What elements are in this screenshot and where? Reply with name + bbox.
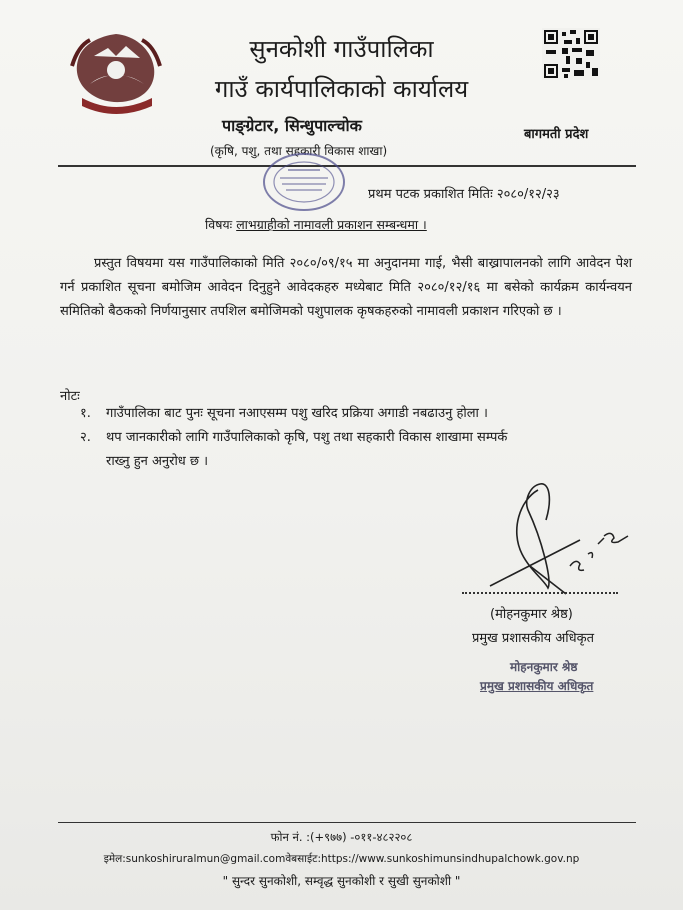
note-number: १. — [80, 406, 91, 421]
notes-label: नोटः — [60, 389, 80, 404]
title-stamp: प्रमुख प्रशासकीय अधिकृत — [480, 679, 594, 693]
footer-phone: फोन नं. :(+९७७) -०११-४८२२०८ — [270, 830, 413, 844]
subject-label: विषयः — [205, 217, 233, 232]
note-item — [80, 402, 488, 426]
email-label: इमेल: — [103, 853, 126, 865]
section-name: (कृषि, पशु, तथा सहकारी विकास शाखा) — [210, 144, 388, 158]
note-text-continued: राख्नु हुन अनुरोध छ । — [106, 454, 209, 469]
footer-contact — [0, 852, 683, 866]
publication-date: प्रथम पटक प्रकाशित मितिः २०८०/१२/२३ — [368, 187, 560, 202]
handwritten-signature — [470, 470, 650, 610]
note-text: गाउँपालिका बाट पुनः सूचना नआएसम्म पशु खरिद प्रक्रिया अगाडी नबढाउनु होला । — [106, 406, 488, 421]
office-name: गाउँ कार्यपालिकाको कार्यालय — [214, 75, 469, 103]
subject-text: लाभग्राहीको नामावली प्रकाशन सम्बन्धमा । — [236, 217, 427, 232]
website-link[interactable]: https://www.sunkoshimunsindhupalchowk.gov.np — [320, 853, 580, 865]
org-name: सुनकोशी गाउँपालिका — [249, 35, 434, 63]
province-name: बागमती प्रदेश — [524, 127, 589, 142]
subject-line — [205, 216, 427, 233]
office-stamp — [258, 150, 350, 214]
email-link[interactable]: sunkoshiruralmun@gmail.com — [125, 853, 286, 865]
footer-divider — [58, 822, 636, 823]
note-text: थप जानकारीको लागि गाउँपालिकाको कृषि, पशु तथा सहकारी विकास शाखामा सम्पर्क — [106, 430, 508, 445]
website-label: वेबसाईट: — [285, 853, 321, 865]
office-address: पाङ्ग्रेटार, सिन्धुपाल्चोक — [222, 116, 362, 135]
note-number: २. — [80, 430, 91, 445]
body-paragraph: प्रस्तुत विषयमा यस गाउँपालिकाको मिति २०८०/०९/१५ मा अनुदानमा गाई, भैसी बाख्रापालनको लागि आवेदन पेश गर्न प्रकाशित सूचना बमोजिम आवेदन दिनुहुने आवेदकहरु मध्येबाट मिति २०८०/१२/१६ मा बसेको कार्यक्रम कार्यन्वयन समितिको बैठकको निर्णयानुसार तपशिल बमोजिमको पशुपालक कृषकहरुको नामावली प्रकाशन गरिएको छ । — [60, 256, 632, 319]
note-item — [80, 426, 620, 474]
signatory-title: प्रमुख प्रशासकीय अधिकृत — [472, 631, 595, 646]
name-stamp: मोहनकुमार श्रेष्ठ — [510, 660, 578, 674]
signatory-name: (मोहनकुमार श्रेष्ठ) — [490, 607, 573, 622]
signature-line — [462, 592, 618, 594]
footer-motto: " सुन्दर सुनकोशी, सम्वृद्ध सुनकोशी र सुखी सुनकोशी " — [222, 874, 461, 888]
